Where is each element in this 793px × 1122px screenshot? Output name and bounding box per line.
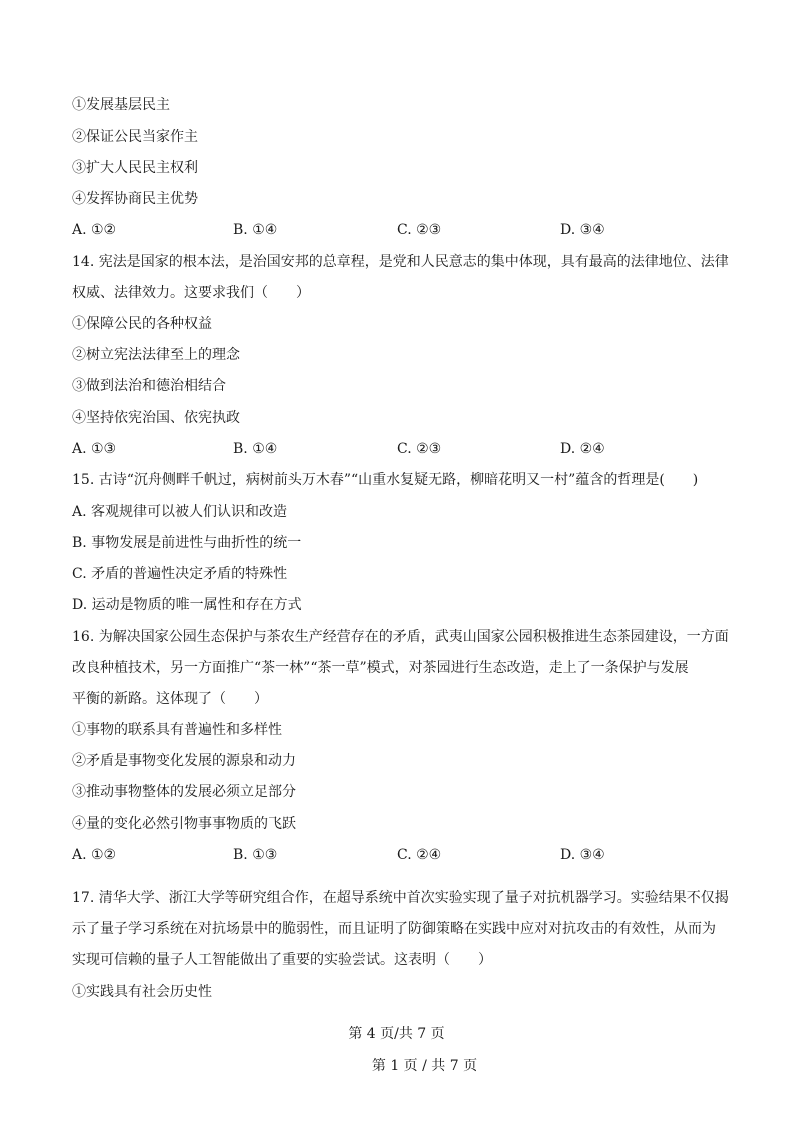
page-number-outer: 第 1 页 / 共 7 页 <box>371 1058 478 1074</box>
q14-item-1: ①保障公民的各种权益 <box>72 316 212 332</box>
q16-stem-line-3: 平衡的新路。这体现了（ ） <box>72 691 268 707</box>
q14-item-3: ③做到法治和德治相结合 <box>72 378 226 394</box>
q14-option-c: C. ②③ <box>397 441 442 457</box>
q15-choice-c: C. 矛盾的普遍性决定矛盾的特殊性 <box>72 566 288 582</box>
q15-choice-d: D. 运动是物质的唯一属性和存在方式 <box>72 597 302 613</box>
q14-stem-line-2: 权威、法律效力。这要求我们（ ） <box>72 285 310 301</box>
q16-item-3: ③推动事物整体的发展必须立足部分 <box>72 784 296 800</box>
q16-option-a: A. ①② <box>72 847 117 863</box>
q14-item-2: ②树立宪法法律至上的理念 <box>72 347 240 363</box>
page-number-inner: 第 4 页/共 7 页 <box>348 1026 445 1042</box>
q15-choice-a: A. 客观规律可以被人们认识和改造 <box>72 504 288 520</box>
q14-option-b: B. ①④ <box>233 441 278 457</box>
q16-item-2: ②矛盾是事物变化发展的源泉和动力 <box>72 753 296 769</box>
q13-options <box>72 221 732 239</box>
q16-options <box>72 846 732 864</box>
q14-item-4: ④坚持依宪治国、依宪执政 <box>72 410 240 426</box>
q16-option-d: D. ③④ <box>560 847 605 863</box>
q13-option-b: B. ①④ <box>233 222 278 238</box>
q17-item-1: ①实践具有社会历史性 <box>72 984 212 1000</box>
q14-options <box>72 440 732 458</box>
q16-item-4: ④量的变化必然引物事事物质的飞跃 <box>72 816 296 832</box>
q15-stem-line-1: 15. 古诗“沉舟侧畔千帆过，病树前头万木春”“山重水复疑无路，柳暗花明又一村”蕴含的哲理是( ) <box>72 472 699 488</box>
q16-option-c: C. ②④ <box>397 847 442 863</box>
q16-stem-line-2: 改良种植技术，另一方面推广“茶一林”“茶一草”模式，对茶园进行生态改造，走上了一条保护与发展 <box>72 660 689 676</box>
q13-item-1: ①发展基层民主 <box>72 97 170 113</box>
q17-stem-line-3: 实现可信赖的量子人工智能做出了重要的实验尝试。这表明（ ） <box>72 952 492 968</box>
q13-item-4: ④发挥协商民主优势 <box>72 191 198 207</box>
q13-option-d: D. ③④ <box>560 222 605 238</box>
q15-choice-b: B. 事物发展是前进性与曲折性的统一 <box>72 535 302 551</box>
q16-stem-line-1: 16. 为解决国家公园生态保护与茶农生产经营存在的矛盾，武夷山国家公园积极推进生态茶园建设，一方面 <box>72 629 729 645</box>
q13-item-2: ②保证公民当家作主 <box>72 129 198 145</box>
q17-stem-line-1: 17. 清华大学、浙江大学等研究组合作，在超导系统中首次实验实现了量子对抗机器学习。实验结果不仅揭 <box>72 890 729 906</box>
q14-option-d: D. ②④ <box>560 441 605 457</box>
q16-option-b: B. ①③ <box>233 847 278 863</box>
q14-stem-line-1: 14. 宪法是国家的根本法，是治国安邦的总章程，是党和人民意志的集中体现，具有最高的法律地位、法律 <box>72 254 729 270</box>
q16-item-1: ①事物的联系具有普遍性和多样性 <box>72 722 282 738</box>
q13-option-c: C. ②③ <box>397 222 442 238</box>
q17-stem-line-2: 示了量子学习系统在对抗场景中的脆弱性，而且证明了防御策略在实践中应对对抗攻击的有效性，从而为 <box>72 921 716 937</box>
q14-option-a: A. ①③ <box>72 441 117 457</box>
q13-option-a: A. ①② <box>72 222 117 238</box>
q13-item-3: ③扩大人民民主权利 <box>72 160 198 176</box>
